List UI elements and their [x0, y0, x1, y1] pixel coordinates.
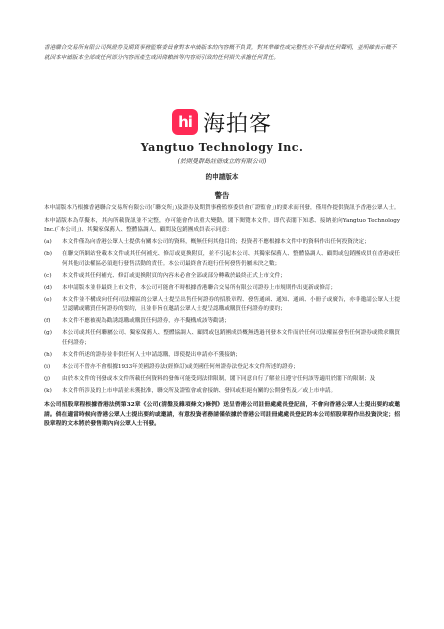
list-item-label: (k) [44, 387, 52, 394]
list-item [44, 329, 400, 348]
list-item-label: (b) [44, 251, 52, 258]
company-name: Yangtuo Technology Inc. [140, 141, 304, 155]
list-item [44, 272, 400, 281]
list-item [44, 317, 400, 326]
list-item-label: (e) [44, 296, 52, 303]
list-item-text: 本公司或其任何聯屬公司、獨家保薦人、整體協調人、顧問或包銷團成員概無透過刊發本文件而於任何司法權區發售任何證券或徵求購買任何證券； [62, 330, 400, 346]
list-item-text: 本文件不應被視為勸誘認購或購買任何證券，亦不擬構成該等勸誘； [62, 318, 230, 325]
list-item [44, 284, 400, 293]
list-item-label: (c) [44, 272, 52, 279]
prospectus-notice: 本公司招股章程根據香港法例第32章《公司(清盤及雜項條文)條例》送呈香港公司註冊處處長登記前，不會向香港公眾人士提出要約或邀請。倘在適當時候向香港公眾人士提出要約或邀請，有意投資者務請僅依據於香港公司註冊處處長登記的本公司招股章程作出投資決定；招股章程的文本將於發售期內向公眾人士刊發。 [44, 402, 400, 428]
list-item [44, 375, 400, 384]
list-item [44, 387, 400, 396]
logo-text: 海拍客 [202, 111, 272, 137]
list-item [44, 363, 400, 372]
list-item [44, 238, 400, 247]
list-item-label: (g) [44, 330, 52, 337]
intro-paragraph: 本申請版本為草擬本，其內所載資訊並不完整，亦可能會作出重大變動。閣下閱覽本文件，即代表閣下知悉、接納並向Yangtuo Technology Inc.(「本公司」)、其獨家保薦人、整體協調人、顧問及包銷團成員表示同意： [44, 217, 400, 233]
list-item-label: (i) [44, 363, 51, 370]
warning-heading: 警告 [214, 191, 230, 201]
disclaimer-text: 香港聯合交易所有限公司與證券及期貨事務監察委員會對本申請版本的內容概不負責，對其準確性或完整性亦不發表任何聲明，並明確表示概不就因本申請版本全部或任何部分內容而產生或因倚賴該等內容而引致的任何損失承擔任何責任。 [44, 45, 397, 61]
list-item-text: 本公司不曾亦不會根據1933年美國證券法(經修訂)或美國任何州證券法登記本文件所述的證券； [62, 363, 299, 370]
logo-badge-icon: hi [172, 109, 198, 135]
document-title: 的申請版本 [205, 173, 239, 182]
company-incorporation-note: (於開曼群島註冊成立的有限公司) [177, 158, 267, 166]
list-item-text: 本申請版本並非最終上市文件，本公司可能會不時根據香港聯合交易所有限公司證券上市規則作出更新或修訂； [62, 284, 337, 291]
intro-paragraph: 本申請版本乃根據香港聯合交易所有限公司(「聯交所」)及證券及期貨事務監察委員會(「證監會」)的要求而刊發，僅用作提供資訊予香港公眾人士。 [44, 205, 400, 212]
list-item-text: 本文件或其任何補充、修訂或更換附頁的內容未必會全部或部分轉載於最終正式上市文件； [62, 272, 286, 279]
list-item-label: (j) [44, 375, 51, 382]
terms-list [44, 238, 400, 396]
list-item-text: 本文件僅為向香港公眾人士提供有關本公司的資料，概無任何其他目的；投資者不應根據本文件中的資料作出任何投資決定； [62, 239, 370, 246]
list-item-text: 由於本文件的刊發或本文件所載任何資料的發佈可能受到法律限制，閣下同意自行了解並且遵守任何該等適用於閣下的限制；及 [62, 375, 376, 382]
list-item [44, 250, 400, 269]
list-item-label: (d) [44, 284, 52, 291]
list-item-text: 在聯交所網站登載本文件或其任何補充、修訂或更換附頁，並不引起本公司、其獨家保薦人、整體協調人、顧問或包銷團成員在香港或任何其他司法權區必須進行發售活動的責任。本公司最終會否進行任何發售仍屬未決之數； [62, 251, 400, 267]
list-item [44, 296, 400, 315]
list-item [44, 351, 400, 360]
list-item-text: 本文件所述的證券並非供任何人士申請認購，即使提出申請亦不獲接納； [62, 351, 242, 358]
list-item-label: (f) [44, 318, 51, 325]
list-item-label: (a) [44, 239, 52, 246]
list-item-label: (h) [44, 351, 52, 358]
company-logo [44, 107, 400, 137]
list-item-text: 本文件所涉及的上市申請並未獲批准，聯交所及證監會或會接納、發回或拒絕有關的公開發售及／或上市申請。 [62, 387, 337, 394]
list-item-text: 本文件並不構成向任何司法權區的公眾人士提呈出售任何證券的招股章程、發售通函、通知、通函、小冊子或廣告，亦非邀請公眾人士提呈認購或購買任何證券的要約，且並非旨在邀請公眾人士提呈認購或購買任何證券的要約； [62, 296, 400, 313]
